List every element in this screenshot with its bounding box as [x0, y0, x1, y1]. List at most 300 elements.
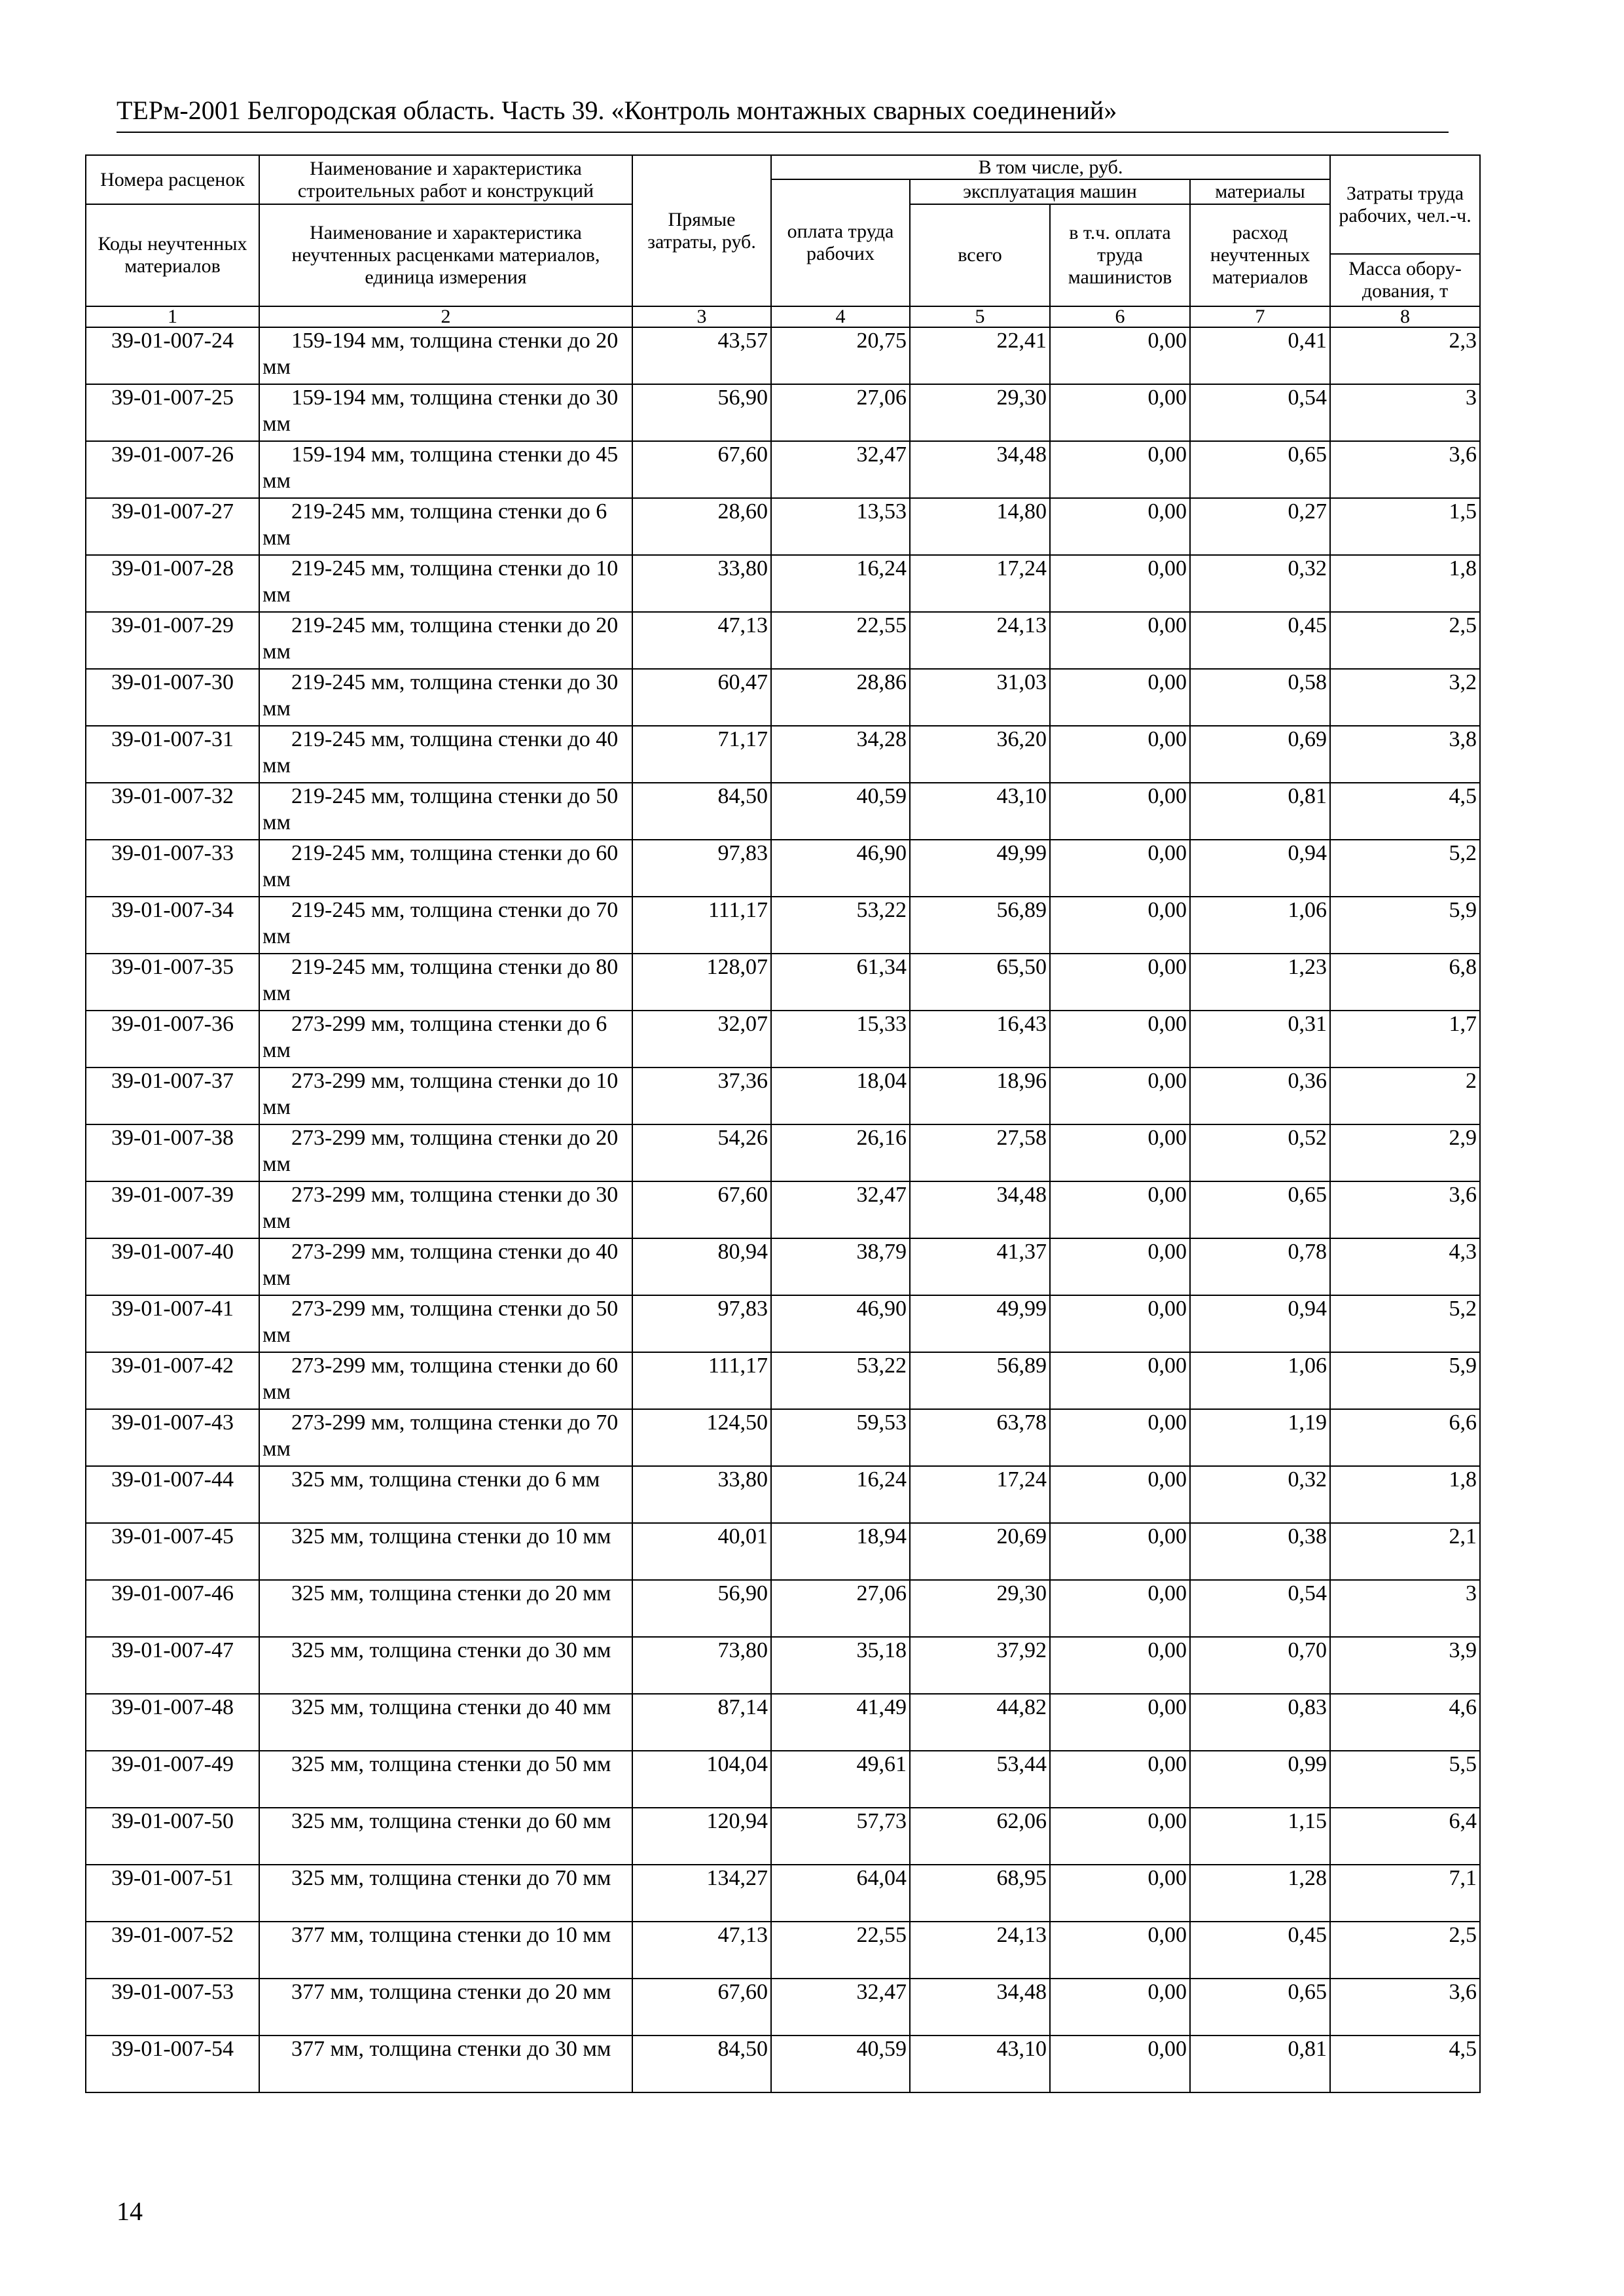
rate-name-cell: [259, 1580, 632, 1637]
header-labor-pay: оплата труда рабочих: [771, 179, 910, 306]
labor-pay-cell: 18,94: [771, 1523, 910, 1580]
rate-code-cell: 39-01-007-48: [86, 1694, 259, 1751]
rate-code-cell: 39-01-007-28: [86, 555, 259, 612]
machines-total-cell: 34,48: [910, 1979, 1050, 2036]
direct-costs-cell: 120,94: [632, 1808, 771, 1865]
rate-name-text: 219-245 мм, толщина стенки до 50 мм: [262, 784, 619, 834]
rate-name-cell: [259, 840, 632, 897]
machinist-pay-cell: 0,00: [1050, 1295, 1190, 1352]
materials-cell: 1,06: [1190, 1352, 1330, 1409]
machinist-pay-cell: 0,00: [1050, 2036, 1190, 2092]
labor-hours-cell: 1,5: [1330, 498, 1480, 555]
labor-hours-cell: 5,9: [1330, 897, 1480, 954]
machinist-pay-cell: 0,00: [1050, 1580, 1190, 1637]
rate-name-cell: [259, 2036, 632, 2092]
rate-name-cell: [259, 384, 632, 441]
table-row: [86, 1637, 1480, 1694]
rate-name-cell: [259, 1466, 632, 1523]
machines-total-cell: 20,69: [910, 1523, 1050, 1580]
rate-name-text: 159-194 мм, толщина стенки до 20 мм: [262, 329, 619, 379]
direct-costs-cell: 67,60: [632, 1979, 771, 2036]
direct-costs-cell: 111,17: [632, 1352, 771, 1409]
labor-pay-cell: 28,86: [771, 669, 910, 726]
machines-total-cell: 49,99: [910, 840, 1050, 897]
materials-cell: 0,69: [1190, 726, 1330, 783]
rate-name-cell: [259, 1295, 632, 1352]
machines-total-cell: 18,96: [910, 1067, 1050, 1124]
machinist-pay-cell: 0,00: [1050, 384, 1190, 441]
rate-code-cell: 39-01-007-38: [86, 1124, 259, 1181]
rate-name-text: 325 мм, толщина стенки до 10 мм: [291, 1524, 611, 1549]
materials-cell: 0,45: [1190, 1922, 1330, 1979]
table-body: [86, 327, 1480, 2092]
rate-code-cell: 39-01-007-35: [86, 954, 259, 1011]
rate-code-cell: 39-01-007-29: [86, 612, 259, 669]
materials-cell: 1,23: [1190, 954, 1330, 1011]
header-direct-costs: Прямые затраты, руб.: [632, 155, 771, 306]
table-row: [86, 1580, 1480, 1637]
rate-code-cell: 39-01-007-43: [86, 1409, 259, 1466]
machinist-pay-cell: 0,00: [1050, 1979, 1190, 2036]
table-row: [86, 840, 1480, 897]
machines-total-cell: 31,03: [910, 669, 1050, 726]
rate-name-text: 219-245 мм, толщина стенки до 10 мм: [262, 556, 619, 607]
labor-pay-cell: 22,55: [771, 612, 910, 669]
labor-pay-cell: 41,49: [771, 1694, 910, 1751]
rate-code-cell: 39-01-007-51: [86, 1865, 259, 1922]
column-number: 2: [259, 306, 632, 327]
table-row: [86, 384, 1480, 441]
rate-name-cell: [259, 1409, 632, 1466]
table-header: [86, 155, 1480, 327]
rate-code-cell: 39-01-007-33: [86, 840, 259, 897]
labor-pay-cell: 49,61: [771, 1751, 910, 1808]
labor-hours-cell: 3,9: [1330, 1637, 1480, 1694]
rate-name-text: 377 мм, толщина стенки до 30 мм: [291, 2037, 611, 2061]
machines-total-cell: 34,48: [910, 441, 1050, 498]
table-row: [86, 1466, 1480, 1523]
materials-cell: 0,81: [1190, 2036, 1330, 2092]
rate-name-cell: [259, 954, 632, 1011]
column-number: 6: [1050, 306, 1190, 327]
labor-pay-cell: 16,24: [771, 555, 910, 612]
direct-costs-cell: 28,60: [632, 498, 771, 555]
rate-name-text: 325 мм, толщина стенки до 50 мм: [291, 1752, 611, 1776]
table-row: [86, 498, 1480, 555]
table-row: [86, 612, 1480, 669]
machines-total-cell: 44,82: [910, 1694, 1050, 1751]
labor-hours-cell: 2,5: [1330, 612, 1480, 669]
table-row: [86, 441, 1480, 498]
machinist-pay-cell: 0,00: [1050, 612, 1190, 669]
machines-total-cell: 63,78: [910, 1409, 1050, 1466]
machines-total-cell: 53,44: [910, 1751, 1050, 1808]
machinist-pay-cell: 0,00: [1050, 1808, 1190, 1865]
rate-code-cell: 39-01-007-45: [86, 1523, 259, 1580]
materials-cell: 0,65: [1190, 441, 1330, 498]
rate-name-text: 273-299 мм, толщина стенки до 70 мм: [262, 1410, 619, 1461]
column-number: 8: [1330, 306, 1480, 327]
rate-name-cell: [259, 1808, 632, 1865]
rate-name-cell: [259, 669, 632, 726]
machinist-pay-cell: 0,00: [1050, 1694, 1190, 1751]
labor-hours-cell: 3,6: [1330, 1181, 1480, 1238]
rate-code-cell: 39-01-007-27: [86, 498, 259, 555]
labor-pay-cell: 20,75: [771, 327, 910, 384]
machines-total-cell: 65,50: [910, 954, 1050, 1011]
labor-hours-cell: 3,6: [1330, 1979, 1480, 2036]
header-unaccounted-consumption: расход неучтенных материалов: [1190, 204, 1330, 306]
machinist-pay-cell: 0,00: [1050, 726, 1190, 783]
table-row: [86, 1808, 1480, 1865]
labor-hours-cell: 7,1: [1330, 1865, 1480, 1922]
labor-hours-cell: 5,5: [1330, 1751, 1480, 1808]
labor-hours-cell: 4,3: [1330, 1238, 1480, 1295]
materials-cell: 0,94: [1190, 840, 1330, 897]
machines-total-cell: 43,10: [910, 2036, 1050, 2092]
direct-costs-cell: 43,57: [632, 327, 771, 384]
labor-hours-cell: 6,4: [1330, 1808, 1480, 1865]
header-rate-numbers: Номера расценок: [86, 155, 259, 204]
machinist-pay-cell: 0,00: [1050, 1751, 1190, 1808]
materials-cell: 1,06: [1190, 897, 1330, 954]
labor-pay-cell: 16,24: [771, 1466, 910, 1523]
machinist-pay-cell: 0,00: [1050, 783, 1190, 840]
direct-costs-cell: 97,83: [632, 1295, 771, 1352]
direct-costs-cell: 80,94: [632, 1238, 771, 1295]
direct-costs-cell: 71,17: [632, 726, 771, 783]
machinist-pay-cell: 0,00: [1050, 1523, 1190, 1580]
rate-code-cell: 39-01-007-24: [86, 327, 259, 384]
machines-total-cell: 49,99: [910, 1295, 1050, 1352]
table-row: [86, 1979, 1480, 2036]
rate-name-text: 377 мм, толщина стенки до 10 мм: [291, 1923, 611, 1947]
labor-pay-cell: 26,16: [771, 1124, 910, 1181]
labor-pay-cell: 38,79: [771, 1238, 910, 1295]
labor-hours-cell: 4,5: [1330, 2036, 1480, 2092]
machinist-pay-cell: 0,00: [1050, 1011, 1190, 1067]
labor-hours-cell: 1,7: [1330, 1011, 1480, 1067]
materials-cell: 1,15: [1190, 1808, 1330, 1865]
rates-table: [85, 154, 1481, 2093]
rate-name-cell: [259, 1124, 632, 1181]
labor-pay-cell: 32,47: [771, 441, 910, 498]
table-row: [86, 1751, 1480, 1808]
labor-pay-cell: 59,53: [771, 1409, 910, 1466]
rate-code-cell: 39-01-007-40: [86, 1238, 259, 1295]
materials-cell: 1,28: [1190, 1865, 1330, 1922]
rate-code-cell: 39-01-007-26: [86, 441, 259, 498]
direct-costs-cell: 47,13: [632, 1922, 771, 1979]
table-row: [86, 1181, 1480, 1238]
rate-name-text: 273-299 мм, толщина стенки до 10 мм: [262, 1069, 619, 1119]
rate-name-cell: [259, 1922, 632, 1979]
rate-code-cell: 39-01-007-49: [86, 1751, 259, 1808]
header-rule: [117, 132, 1449, 133]
rate-name-text: 325 мм, толщина стенки до 20 мм: [291, 1581, 611, 1605]
rate-name-cell: [259, 897, 632, 954]
labor-hours-cell: 3,2: [1330, 669, 1480, 726]
rate-name-text: 325 мм, толщина стенки до 6 мм: [291, 1467, 600, 1492]
machinist-pay-cell: 0,00: [1050, 1637, 1190, 1694]
machines-total-cell: 36,20: [910, 726, 1050, 783]
table-row: [86, 1295, 1480, 1352]
rate-name-text: 377 мм, толщина стенки до 20 мм: [291, 1980, 611, 2004]
rate-code-cell: 39-01-007-42: [86, 1352, 259, 1409]
machinist-pay-cell: 0,00: [1050, 897, 1190, 954]
direct-costs-cell: 124,50: [632, 1409, 771, 1466]
table-row: [86, 669, 1480, 726]
machinist-pay-cell: 0,00: [1050, 1181, 1190, 1238]
labor-pay-cell: 46,90: [771, 1295, 910, 1352]
labor-hours-cell: 2,3: [1330, 327, 1480, 384]
header-materials: материалы: [1190, 179, 1330, 204]
table-row: [86, 555, 1480, 612]
machines-total-cell: 37,92: [910, 1637, 1050, 1694]
rate-code-cell: 39-01-007-47: [86, 1637, 259, 1694]
machines-total-cell: 24,13: [910, 612, 1050, 669]
page-header-title: ТЕРм-2001 Белгородская область. Часть 39. «Контроль монтажных сварных соединений»: [117, 96, 1117, 125]
rate-name-cell: [259, 1238, 632, 1295]
materials-cell: 0,58: [1190, 669, 1330, 726]
header-including: В том числе, руб.: [771, 155, 1330, 179]
direct-costs-cell: 47,13: [632, 612, 771, 669]
direct-costs-cell: 56,90: [632, 384, 771, 441]
materials-cell: 0,83: [1190, 1694, 1330, 1751]
rate-name-cell: [259, 1067, 632, 1124]
column-number: 1: [86, 306, 259, 327]
table-row: [86, 1694, 1480, 1751]
table-row: [86, 1238, 1480, 1295]
rate-name-cell: [259, 1865, 632, 1922]
direct-costs-cell: 40,01: [632, 1523, 771, 1580]
machines-total-cell: 29,30: [910, 1580, 1050, 1637]
labor-pay-cell: 53,22: [771, 1352, 910, 1409]
materials-cell: 0,54: [1190, 384, 1330, 441]
materials-cell: 0,38: [1190, 1523, 1330, 1580]
direct-costs-cell: 54,26: [632, 1124, 771, 1181]
rate-name-text: 325 мм, толщина стенки до 30 мм: [291, 1638, 611, 1662]
table-row: [86, 1409, 1480, 1466]
machinist-pay-cell: 0,00: [1050, 1124, 1190, 1181]
labor-hours-cell: 5,2: [1330, 1295, 1480, 1352]
direct-costs-cell: 128,07: [632, 954, 771, 1011]
machines-total-cell: 68,95: [910, 1865, 1050, 1922]
machinist-pay-cell: 0,00: [1050, 954, 1190, 1011]
materials-cell: 0,65: [1190, 1979, 1330, 2036]
rate-name-text: 219-245 мм, толщина стенки до 30 мм: [262, 670, 619, 721]
machinist-pay-cell: 0,00: [1050, 1865, 1190, 1922]
rate-name-cell: [259, 327, 632, 384]
table-row: [86, 897, 1480, 954]
materials-cell: 0,78: [1190, 1238, 1330, 1295]
machinist-pay-cell: 0,00: [1050, 1922, 1190, 1979]
rate-name-text: 325 мм, толщина стенки до 70 мм: [291, 1866, 611, 1890]
table-row: [86, 1067, 1480, 1124]
table-row: [86, 327, 1480, 384]
rate-code-cell: 39-01-007-41: [86, 1295, 259, 1352]
machinist-pay-cell: 0,00: [1050, 1466, 1190, 1523]
machinist-pay-cell: 0,00: [1050, 840, 1190, 897]
labor-hours-cell: 3: [1330, 384, 1480, 441]
rate-name-cell: [259, 1751, 632, 1808]
rate-code-cell: 39-01-007-53: [86, 1979, 259, 2036]
materials-cell: 0,41: [1190, 327, 1330, 384]
labor-hours-cell: 6,8: [1330, 954, 1480, 1011]
rate-name-text: 219-245 мм, толщина стенки до 70 мм: [262, 898, 619, 948]
labor-pay-cell: 34,28: [771, 726, 910, 783]
labor-pay-cell: 27,06: [771, 384, 910, 441]
materials-cell: 0,52: [1190, 1124, 1330, 1181]
header-machine-operation: эксплуатация машин: [910, 179, 1190, 204]
rate-code-cell: 39-01-007-30: [86, 669, 259, 726]
rate-name-cell: [259, 1181, 632, 1238]
labor-pay-cell: 18,04: [771, 1067, 910, 1124]
machines-total-cell: 34,48: [910, 1181, 1050, 1238]
rate-code-cell: 39-01-007-50: [86, 1808, 259, 1865]
labor-hours-cell: 4,5: [1330, 783, 1480, 840]
labor-hours-cell: 5,2: [1330, 840, 1480, 897]
materials-cell: 1,19: [1190, 1409, 1330, 1466]
machines-total-cell: 27,58: [910, 1124, 1050, 1181]
rate-name-text: 273-299 мм, толщина стенки до 60 мм: [262, 1354, 619, 1404]
labor-hours-cell: 2,1: [1330, 1523, 1480, 1580]
labor-hours-cell: 3,6: [1330, 441, 1480, 498]
table-row: [86, 1011, 1480, 1067]
direct-costs-cell: 111,17: [632, 897, 771, 954]
labor-hours-cell: 2,5: [1330, 1922, 1480, 1979]
rate-code-cell: 39-01-007-44: [86, 1466, 259, 1523]
labor-pay-cell: 35,18: [771, 1637, 910, 1694]
rate-name-text: 273-299 мм, толщина стенки до 6 мм: [262, 1012, 607, 1062]
rate-name-cell: [259, 1352, 632, 1409]
machines-total-cell: 62,06: [910, 1808, 1050, 1865]
rate-code-cell: 39-01-007-31: [86, 726, 259, 783]
machines-total-cell: 24,13: [910, 1922, 1050, 1979]
machinist-pay-cell: 0,00: [1050, 441, 1190, 498]
rate-code-cell: 39-01-007-37: [86, 1067, 259, 1124]
direct-costs-cell: 33,80: [632, 555, 771, 612]
header-machines-total: всего: [910, 204, 1050, 306]
labor-pay-cell: 13,53: [771, 498, 910, 555]
labor-hours-cell: 3: [1330, 1580, 1480, 1637]
rate-name-cell: [259, 1523, 632, 1580]
machinist-pay-cell: 0,00: [1050, 1238, 1190, 1295]
labor-pay-cell: 46,90: [771, 840, 910, 897]
rate-code-cell: 39-01-007-36: [86, 1011, 259, 1067]
rate-name-cell: [259, 783, 632, 840]
header-labor-costs: Затраты труда рабочих, чел.-ч.: [1330, 155, 1480, 254]
labor-pay-cell: 64,04: [771, 1865, 910, 1922]
direct-costs-cell: 134,27: [632, 1865, 771, 1922]
labor-hours-cell: 3,8: [1330, 726, 1480, 783]
rate-name-text: 219-245 мм, толщина стенки до 6 мм: [262, 499, 607, 550]
materials-cell: 0,31: [1190, 1011, 1330, 1067]
materials-cell: 0,27: [1190, 498, 1330, 555]
column-number: 3: [632, 306, 771, 327]
rate-name-cell: [259, 1979, 632, 2036]
machines-total-cell: 14,80: [910, 498, 1050, 555]
rate-code-cell: 39-01-007-25: [86, 384, 259, 441]
direct-costs-cell: 104,04: [632, 1751, 771, 1808]
rate-name-text: 159-194 мм, толщина стенки до 30 мм: [262, 386, 619, 436]
labor-hours-cell: 2,9: [1330, 1124, 1480, 1181]
table-row: [86, 1352, 1480, 1409]
machines-total-cell: 16,43: [910, 1011, 1050, 1067]
materials-cell: 0,54: [1190, 1580, 1330, 1637]
rate-name-text: 325 мм, толщина стенки до 40 мм: [291, 1695, 611, 1719]
rate-name-text: 219-245 мм, толщина стенки до 80 мм: [262, 955, 619, 1005]
machinist-pay-cell: 0,00: [1050, 498, 1190, 555]
labor-hours-cell: 1,8: [1330, 1466, 1480, 1523]
table-row: [86, 726, 1480, 783]
rate-name-text: 273-299 мм, толщина стенки до 40 мм: [262, 1240, 619, 1290]
labor-hours-cell: 4,6: [1330, 1694, 1480, 1751]
rate-name-text: 273-299 мм, толщина стенки до 20 мм: [262, 1126, 619, 1176]
labor-pay-cell: 40,59: [771, 2036, 910, 2092]
direct-costs-cell: 32,07: [632, 1011, 771, 1067]
materials-cell: 0,65: [1190, 1181, 1330, 1238]
machines-total-cell: 43,10: [910, 783, 1050, 840]
page-number: 14: [117, 2197, 143, 2226]
machinist-pay-cell: 0,00: [1050, 555, 1190, 612]
column-number: 4: [771, 306, 910, 327]
labor-pay-cell: 57,73: [771, 1808, 910, 1865]
machinist-pay-cell: 0,00: [1050, 1352, 1190, 1409]
direct-costs-cell: 67,60: [632, 1181, 771, 1238]
rate-name-text: 325 мм, толщина стенки до 60 мм: [291, 1809, 611, 1833]
labor-pay-cell: 40,59: [771, 783, 910, 840]
materials-cell: 0,99: [1190, 1751, 1330, 1808]
labor-hours-cell: 5,9: [1330, 1352, 1480, 1409]
header-material-codes: Коды неучтенных материалов: [86, 204, 259, 306]
rate-name-text: 219-245 мм, толщина стенки до 20 мм: [262, 613, 619, 664]
machines-total-cell: 41,37: [910, 1238, 1050, 1295]
rate-code-cell: 39-01-007-32: [86, 783, 259, 840]
header-equipment-mass: Масса обору-дования, т: [1330, 254, 1480, 306]
rate-name-cell: [259, 1011, 632, 1067]
direct-costs-cell: 56,90: [632, 1580, 771, 1637]
table-row: [86, 1124, 1480, 1181]
rate-name-cell: [259, 555, 632, 612]
machines-total-cell: 56,89: [910, 1352, 1050, 1409]
rate-name-cell: [259, 726, 632, 783]
rate-name-cell: [259, 1637, 632, 1694]
labor-pay-cell: 32,47: [771, 1181, 910, 1238]
machines-total-cell: 17,24: [910, 1466, 1050, 1523]
rate-code-cell: 39-01-007-52: [86, 1922, 259, 1979]
direct-costs-cell: 84,50: [632, 783, 771, 840]
direct-costs-cell: 67,60: [632, 441, 771, 498]
materials-cell: 0,81: [1190, 783, 1330, 840]
table-row: [86, 2036, 1480, 2092]
direct-costs-cell: 33,80: [632, 1466, 771, 1523]
materials-cell: 0,70: [1190, 1637, 1330, 1694]
machinist-pay-cell: 0,00: [1050, 1409, 1190, 1466]
rate-name-text: 219-245 мм, толщина стенки до 60 мм: [262, 841, 619, 891]
direct-costs-cell: 84,50: [632, 2036, 771, 2092]
rate-name-cell: [259, 441, 632, 498]
rate-code-cell: 39-01-007-34: [86, 897, 259, 954]
table-row: [86, 1865, 1480, 1922]
rate-code-cell: 39-01-007-39: [86, 1181, 259, 1238]
rate-name-text: 273-299 мм, толщина стенки до 50 мм: [262, 1297, 619, 1347]
materials-cell: 0,94: [1190, 1295, 1330, 1352]
rate-name-text: 219-245 мм, толщина стенки до 40 мм: [262, 727, 619, 778]
machines-total-cell: 29,30: [910, 384, 1050, 441]
rate-code-cell: 39-01-007-46: [86, 1580, 259, 1637]
machinist-pay-cell: 0,00: [1050, 1067, 1190, 1124]
